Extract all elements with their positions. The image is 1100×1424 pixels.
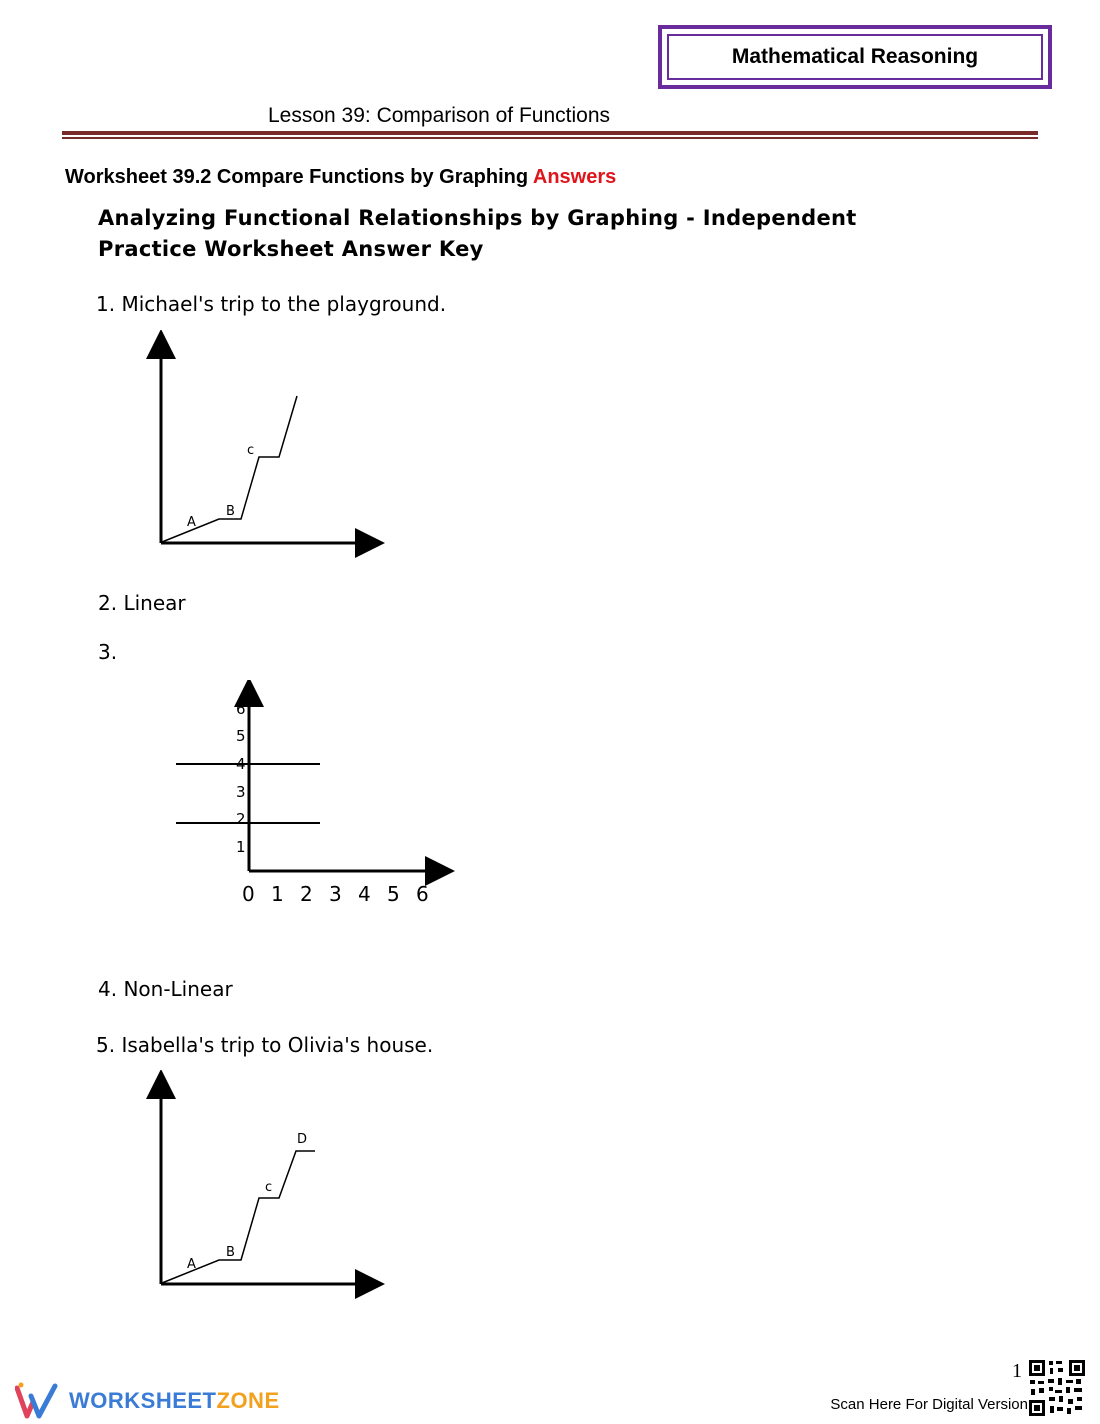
graph-3-ytick-4: 4 (236, 755, 246, 773)
scan-caption: Scan Here For Digital Version (830, 1396, 1028, 1413)
graph-1-label-a: A (187, 515, 196, 530)
graph-3-ytick-6: 6 (236, 700, 246, 718)
question-2: 2. Linear (98, 591, 186, 615)
header-rule-thin (62, 137, 1038, 139)
graph-3-xtick-0: 0 (242, 882, 255, 906)
subtitle-line-2: Practice Worksheet Answer Key (98, 237, 484, 261)
graph-5-label-d: D (297, 1132, 308, 1147)
graph-5 (140, 1070, 400, 1300)
question-1: 1. Michael's trip to the playground. (96, 292, 447, 316)
header-rule-thick (62, 131, 1038, 135)
graph-3-xtick-1: 1 (271, 882, 284, 906)
graph-3-xtick-6: 6 (416, 882, 429, 906)
subject-badge (658, 25, 1052, 89)
graph-3-xtick-5: 5 (387, 882, 400, 906)
graph-1 (140, 330, 400, 560)
graph-1-label-b: B (226, 504, 235, 519)
subject-badge-label: Mathematical Reasoning (667, 34, 1043, 80)
footer-brand (15, 1382, 280, 1420)
graph-1-label-c: c (247, 443, 255, 458)
question-5: 5. Isabella's trip to Olivia's house. (96, 1033, 434, 1057)
graph-3-xtick-2: 2 (300, 882, 313, 906)
question-4: 4. Non-Linear (98, 977, 233, 1001)
graph-5-label-c: c (265, 1180, 273, 1195)
lesson-title: Lesson 39: Comparison of Functions (268, 104, 611, 127)
question-3: 3. (98, 640, 118, 664)
graph-3-ytick-1: 1 (236, 838, 246, 856)
qr-code-icon[interactable] (1028, 1359, 1086, 1417)
graph-1-trip-line (162, 396, 297, 542)
answers-label: Answers (532, 166, 617, 188)
graph-5-trip-line (162, 1151, 315, 1283)
graph-5-label-b: B (226, 1245, 235, 1260)
brand-name-part-1: WORKSHEET (69, 1388, 217, 1413)
page-number: 1 (1012, 1360, 1022, 1382)
worksheetzone-logo-icon (15, 1382, 61, 1420)
graph-3-xtick-4: 4 (358, 882, 371, 906)
graph-3-ytick-3: 3 (236, 783, 246, 801)
graph-3-ytick-5: 5 (236, 727, 246, 745)
subtitle-line-1: Analyzing Functional Relationships by Graphing - Independent (98, 206, 857, 230)
brand-name-part-2: ZONE (216, 1388, 280, 1413)
graph-3 (160, 680, 460, 910)
worksheet-title (65, 166, 616, 189)
graph-3-ytick-2: 2 (236, 810, 246, 828)
worksheet-subtitle (98, 203, 918, 265)
worksheet-title-text: Worksheet 39.2 Compare Functions by Graphing (65, 166, 529, 188)
graph-5-label-a: A (187, 1257, 196, 1272)
graph-3-xtick-3: 3 (329, 882, 342, 906)
brand-name (69, 1388, 280, 1414)
